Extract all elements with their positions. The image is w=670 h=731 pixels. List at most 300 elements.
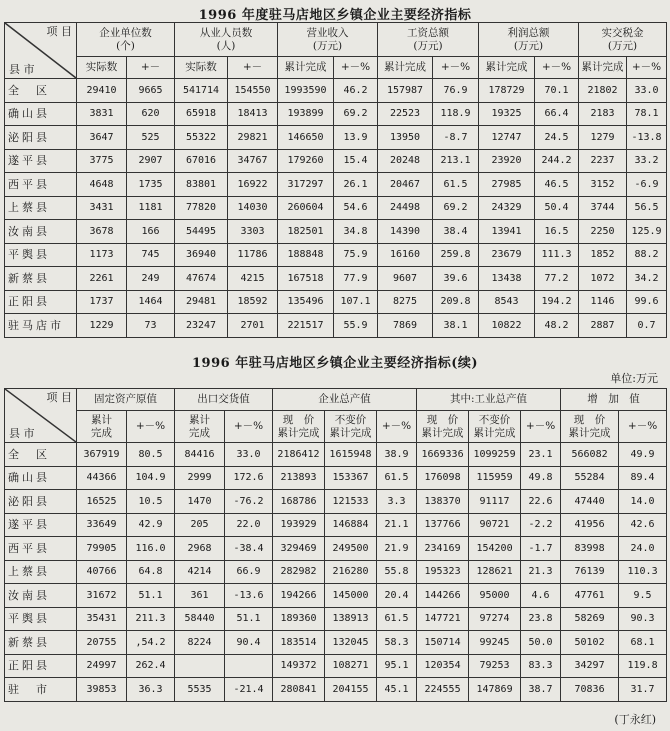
data-cell: 29481 (175, 290, 228, 314)
corner-item-label: 项 目 (46, 25, 72, 38)
data-cell: 38.9 (377, 443, 417, 467)
column-header-line: 完成 (91, 426, 112, 439)
column-header (417, 411, 469, 443)
data-cell: 1279 (579, 126, 627, 150)
column-header: 累计完成 (579, 57, 627, 79)
data-cell: 24.5 (535, 126, 579, 150)
column-header: +－% (334, 57, 378, 79)
table-row (5, 243, 667, 267)
column-header (325, 411, 377, 443)
data-cell: 2887 (579, 314, 627, 338)
data-cell: 23920 (479, 149, 535, 173)
economic-indicators-table (4, 22, 667, 338)
data-cell: 118.9 (433, 102, 479, 126)
data-cell: 47761 (561, 584, 619, 608)
column-header-line: 累计完成 (473, 426, 516, 439)
data-cell: 14390 (378, 220, 433, 244)
data-cell: 115959 (469, 466, 521, 490)
data-cell: 56.5 (627, 196, 667, 220)
table-row (5, 149, 667, 173)
county-name: 汝南县 (5, 584, 77, 608)
data-cell: 2183 (579, 102, 627, 126)
column-header-line: 现 价 (426, 413, 459, 426)
column-header-line: +－% (135, 420, 166, 432)
data-cell: 213.1 (433, 149, 479, 173)
data-cell: 221517 (278, 314, 334, 338)
column-header: +－% (627, 57, 667, 79)
group-header: 企业总产值 (273, 389, 417, 411)
county-name: 遂平县 (5, 513, 77, 537)
corner-item-label: 项 目 (46, 391, 72, 404)
data-cell: 66.9 (225, 560, 273, 584)
data-cell: 84416 (175, 443, 225, 467)
data-cell: 1669336 (417, 443, 469, 467)
data-cell: 204155 (325, 678, 377, 702)
data-cell: 39853 (77, 678, 127, 702)
data-cell: 34.8 (334, 220, 378, 244)
table-corner-header (5, 23, 77, 79)
data-cell: -38.4 (225, 537, 273, 561)
table-row (5, 607, 667, 631)
county-name: 确山县 (5, 466, 77, 490)
table-row (5, 584, 667, 608)
data-cell: 69.2 (433, 196, 479, 220)
data-cell: 66.4 (535, 102, 579, 126)
data-cell: 111.3 (535, 243, 579, 267)
column-header (469, 411, 521, 443)
group-header: 其中:工业总产值 (417, 389, 561, 411)
data-cell: 69.2 (334, 102, 378, 126)
county-name: 西平县 (5, 173, 77, 197)
data-cell: 50102 (561, 631, 619, 655)
group-header: 固定资产原值 (77, 389, 175, 411)
data-cell: 195323 (417, 560, 469, 584)
data-cell: 189360 (273, 607, 325, 631)
group-header: 营业收入 (万元) (278, 23, 378, 57)
column-header: +－ (127, 57, 175, 79)
data-cell: 1072 (579, 267, 627, 291)
data-cell: 4648 (77, 173, 127, 197)
data-cell: 36.3 (127, 678, 175, 702)
data-cell: 83.3 (521, 654, 561, 678)
data-cell: 58440 (175, 607, 225, 631)
data-cell: 145000 (325, 584, 377, 608)
county-name: 平舆县 (5, 243, 77, 267)
table-row (5, 537, 667, 561)
data-cell: 77.9 (334, 267, 378, 291)
data-cell: 90.3 (619, 607, 667, 631)
table-row (5, 631, 667, 655)
data-cell: 176098 (417, 466, 469, 490)
data-cell: 42.6 (619, 513, 667, 537)
data-cell: 34297 (561, 654, 619, 678)
data-cell: 4214 (175, 560, 225, 584)
table1-title: 1996 年度驻马店地区乡镇企业主要经济指标 (198, 8, 472, 23)
data-cell: 47674 (175, 267, 228, 291)
data-cell: 244.2 (535, 149, 579, 173)
column-header (377, 411, 417, 443)
county-name: 西平县 (5, 537, 77, 561)
data-cell: 262.4 (127, 654, 175, 678)
group-header: 实交税金 (万元) (579, 23, 667, 57)
column-header: 实际数 (175, 57, 228, 79)
table-row (5, 220, 667, 244)
data-cell: 1464 (127, 290, 175, 314)
data-cell: 55.9 (334, 314, 378, 338)
data-cell: 76139 (561, 560, 619, 584)
data-cell: 21.9 (377, 537, 417, 561)
data-cell: 19325 (479, 102, 535, 126)
data-cell: 16525 (77, 490, 127, 514)
column-header-line: 不变价 (334, 413, 367, 426)
column-header (77, 411, 127, 443)
data-cell: 83801 (175, 173, 228, 197)
data-cell: 13.9 (334, 126, 378, 150)
data-cell: 150714 (417, 631, 469, 655)
data-cell: 77820 (175, 196, 228, 220)
data-cell: 166 (127, 220, 175, 244)
column-header-line: 现 价 (282, 413, 315, 426)
group-header: 企业单位数 (个) (77, 23, 175, 57)
column-header-line: 累计完成 (421, 426, 464, 439)
data-cell: -76.2 (225, 490, 273, 514)
data-cell: 137766 (417, 513, 469, 537)
data-cell: 54.6 (334, 196, 378, 220)
data-cell: 3647 (77, 126, 127, 150)
column-header-line: +－% (627, 420, 658, 432)
data-cell: 167518 (278, 267, 334, 291)
data-cell: 2186412 (273, 443, 325, 467)
county-name: 新蔡县 (5, 631, 77, 655)
county-name: 正阳县 (5, 654, 77, 678)
column-header (561, 411, 619, 443)
data-cell: 9665 (127, 79, 175, 103)
data-cell: 77.2 (535, 267, 579, 291)
column-header-line: 完成 (189, 426, 210, 439)
data-cell: 45.1 (377, 678, 417, 702)
data-cell: 90.4 (225, 631, 273, 655)
data-cell: 194.2 (535, 290, 579, 314)
data-cell: 1099259 (469, 443, 521, 467)
table-row (5, 466, 667, 490)
data-cell: 49.8 (521, 466, 561, 490)
data-cell: 65918 (175, 102, 228, 126)
data-cell: 157987 (378, 79, 433, 103)
data-cell: 31672 (77, 584, 127, 608)
data-cell: 22.0 (225, 513, 273, 537)
data-cell: 16.5 (535, 220, 579, 244)
data-cell: 259.8 (433, 243, 479, 267)
data-cell: 1181 (127, 196, 175, 220)
data-cell: 42.9 (127, 513, 175, 537)
data-cell: 21802 (579, 79, 627, 103)
data-cell: 95000 (469, 584, 521, 608)
data-cell: 147869 (469, 678, 521, 702)
data-cell: 80.5 (127, 443, 175, 467)
data-cell: 55284 (561, 466, 619, 490)
data-cell: 8275 (378, 290, 433, 314)
data-cell: -6.9 (627, 173, 667, 197)
column-header-line: 累计完成 (277, 426, 320, 439)
unit-label: 单位:万元 (610, 372, 658, 385)
data-cell: 27985 (479, 173, 535, 197)
data-cell: 1470 (175, 490, 225, 514)
data-cell: 14030 (228, 196, 278, 220)
data-cell: 23247 (175, 314, 228, 338)
column-header-line: 累计 (91, 413, 112, 426)
table-row (5, 678, 667, 702)
data-cell: 97274 (469, 607, 521, 631)
data-cell: 13950 (378, 126, 433, 150)
data-cell: 58.3 (377, 631, 417, 655)
data-cell: 541714 (175, 79, 228, 103)
data-cell: 33649 (77, 513, 127, 537)
county-name: 全 区 (5, 79, 77, 103)
data-cell: 147721 (417, 607, 469, 631)
data-cell: 23.8 (521, 607, 561, 631)
county-name: 平舆县 (5, 607, 77, 631)
data-cell: 31.7 (619, 678, 667, 702)
economic-indicators-table-continued (4, 388, 667, 702)
data-cell: 79905 (77, 537, 127, 561)
column-header (521, 411, 561, 443)
data-cell: 620 (127, 102, 175, 126)
data-cell: 211.3 (127, 607, 175, 631)
column-header: +－ (228, 57, 278, 79)
data-cell: 75.9 (334, 243, 378, 267)
data-cell: 22523 (378, 102, 433, 126)
data-cell: 1993590 (278, 79, 334, 103)
data-cell: 21.1 (377, 513, 417, 537)
data-cell: 46.5 (535, 173, 579, 197)
data-cell: 38.4 (433, 220, 479, 244)
column-header: +－% (535, 57, 579, 79)
data-cell: 0.7 (627, 314, 667, 338)
data-cell: 64.8 (127, 560, 175, 584)
data-cell: 20467 (378, 173, 433, 197)
data-cell: 16160 (378, 243, 433, 267)
data-cell: -21.4 (225, 678, 273, 702)
data-cell: 745 (127, 243, 175, 267)
county-name: 确山县 (5, 102, 77, 126)
group-header: 增 加 值 (561, 389, 667, 411)
data-cell: 110.3 (619, 560, 667, 584)
data-cell: 4215 (228, 267, 278, 291)
data-cell: 3303 (228, 220, 278, 244)
column-header (175, 411, 225, 443)
data-cell: 144266 (417, 584, 469, 608)
data-cell: 3431 (77, 196, 127, 220)
table-row (5, 290, 667, 314)
data-cell: 1146 (579, 290, 627, 314)
data-cell: 2907 (127, 149, 175, 173)
data-cell: 41956 (561, 513, 619, 537)
column-header-line: 累计完成 (329, 426, 372, 439)
data-cell: 168786 (273, 490, 325, 514)
data-cell: -8.7 (433, 126, 479, 150)
data-cell: 90721 (469, 513, 521, 537)
data-cell: 2968 (175, 537, 225, 561)
county-name: 泌阳县 (5, 490, 77, 514)
data-cell: 154550 (228, 79, 278, 103)
county-name: 上蔡县 (5, 196, 77, 220)
data-cell: 188848 (278, 243, 334, 267)
column-header-line: 不变价 (478, 413, 511, 426)
data-cell: 3678 (77, 220, 127, 244)
data-cell: 61.5 (433, 173, 479, 197)
data-cell: 78.1 (627, 102, 667, 126)
data-cell: 194266 (273, 584, 325, 608)
data-cell: 33.2 (627, 149, 667, 173)
data-cell: 49.9 (619, 443, 667, 467)
data-cell: 104.9 (127, 466, 175, 490)
data-cell: 95.1 (377, 654, 417, 678)
data-cell: 1735 (127, 173, 175, 197)
data-cell: 89.4 (619, 466, 667, 490)
data-cell: 1852 (579, 243, 627, 267)
column-header (273, 411, 325, 443)
data-cell: 213893 (273, 466, 325, 490)
data-cell: 2999 (175, 466, 225, 490)
data-cell: 179260 (278, 149, 334, 173)
table-row (5, 126, 667, 150)
data-cell: 18413 (228, 102, 278, 126)
data-cell: 34.2 (627, 267, 667, 291)
data-cell: 108271 (325, 654, 377, 678)
data-cell: -2.2 (521, 513, 561, 537)
group-header: 利润总额 (万元) (479, 23, 579, 57)
data-cell: 15.4 (334, 149, 378, 173)
data-cell: 125.9 (627, 220, 667, 244)
data-cell: 8224 (175, 631, 225, 655)
table-row (5, 79, 667, 103)
data-cell: 20248 (378, 149, 433, 173)
data-cell: 2237 (579, 149, 627, 173)
data-cell: 24997 (77, 654, 127, 678)
group-header: 出口交货值 (175, 389, 273, 411)
data-cell: 121533 (325, 490, 377, 514)
data-cell: 9607 (378, 267, 433, 291)
data-cell: 329469 (273, 537, 325, 561)
data-cell: 216280 (325, 560, 377, 584)
county-name: 新蔡县 (5, 267, 77, 291)
data-cell: ,54.2 (127, 631, 175, 655)
table-row (5, 314, 667, 338)
column-header (619, 411, 667, 443)
data-cell: 48.2 (535, 314, 579, 338)
data-cell: 99245 (469, 631, 521, 655)
data-cell: 47440 (561, 490, 619, 514)
data-cell: 61.5 (377, 607, 417, 631)
data-cell: 50.4 (535, 196, 579, 220)
column-header-line: 累计完成 (568, 426, 611, 439)
data-cell: 24.0 (619, 537, 667, 561)
data-cell: 367919 (77, 443, 127, 467)
column-header (127, 411, 175, 443)
data-cell: 128621 (469, 560, 521, 584)
data-cell: 21.3 (521, 560, 561, 584)
column-header-line: 累计 (189, 413, 210, 426)
data-cell: 13438 (479, 267, 535, 291)
data-cell: 10.5 (127, 490, 175, 514)
data-cell: 193899 (278, 102, 334, 126)
column-header-line: +－% (381, 420, 412, 432)
data-cell: 76.9 (433, 79, 479, 103)
data-cell: 68.1 (619, 631, 667, 655)
data-cell: 2261 (77, 267, 127, 291)
data-cell: 525 (127, 126, 175, 150)
data-cell: 138370 (417, 490, 469, 514)
data-cell: 7869 (378, 314, 433, 338)
data-cell: 3152 (579, 173, 627, 197)
data-cell: 119.8 (619, 654, 667, 678)
table-row (5, 443, 667, 467)
data-cell: 12747 (479, 126, 535, 150)
data-cell: 35431 (77, 607, 127, 631)
data-cell (175, 654, 225, 678)
table2-title: 1996 年驻马店地区乡镇企业主要经济指标(续) (191, 356, 478, 371)
data-cell: 260604 (278, 196, 334, 220)
data-cell: 182501 (278, 220, 334, 244)
county-name: 驻 市 (5, 678, 77, 702)
data-cell: 317297 (278, 173, 334, 197)
data-cell: 5535 (175, 678, 225, 702)
data-cell: 29821 (228, 126, 278, 150)
column-header-line: +－% (233, 420, 264, 432)
data-cell: 44366 (77, 466, 127, 490)
data-cell: 3744 (579, 196, 627, 220)
data-cell: 11786 (228, 243, 278, 267)
table-row (5, 513, 667, 537)
data-cell: 54495 (175, 220, 228, 244)
data-cell: 51.1 (127, 584, 175, 608)
table-row (5, 196, 667, 220)
table-row (5, 490, 667, 514)
data-cell: 3831 (77, 102, 127, 126)
data-cell: 13941 (479, 220, 535, 244)
data-cell: 26.1 (334, 173, 378, 197)
data-cell: 138913 (325, 607, 377, 631)
data-cell: 178729 (479, 79, 535, 103)
data-cell: 83998 (561, 537, 619, 561)
group-header: 从业人员数 (人) (175, 23, 278, 57)
data-cell: 73 (127, 314, 175, 338)
data-cell: 135496 (278, 290, 334, 314)
data-cell: 61.5 (377, 466, 417, 490)
table-corner-header (5, 389, 77, 443)
corner-county-label: 县 市 (9, 427, 35, 440)
data-cell: 33.0 (225, 443, 273, 467)
corner-county-label: 县 市 (9, 63, 35, 76)
county-name: 全 区 (5, 443, 77, 467)
column-header: 累计完成 (278, 57, 334, 79)
data-cell: 20.4 (377, 584, 417, 608)
data-cell: 249500 (325, 537, 377, 561)
column-header: 累计完成 (378, 57, 433, 79)
data-cell: 39.6 (433, 267, 479, 291)
data-cell: 18592 (228, 290, 278, 314)
data-cell: 91117 (469, 490, 521, 514)
table-row (5, 654, 667, 678)
data-cell: 46.2 (334, 79, 378, 103)
county-name: 上蔡县 (5, 560, 77, 584)
table-row (5, 102, 667, 126)
data-cell: 224555 (417, 678, 469, 702)
county-name: 汝南县 (5, 220, 77, 244)
data-cell: 120354 (417, 654, 469, 678)
data-cell: 88.2 (627, 243, 667, 267)
column-header: 累计完成 (479, 57, 535, 79)
